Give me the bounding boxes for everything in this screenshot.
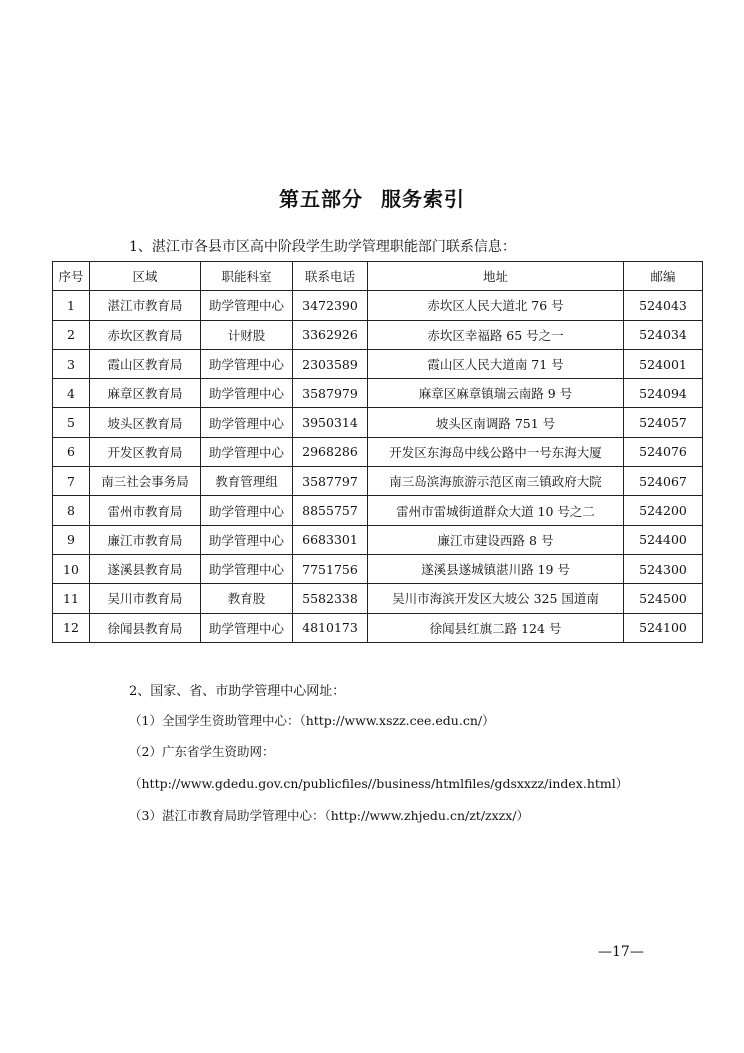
cell-region: 雷州市教育局 xyxy=(90,496,201,525)
link-guangdong-label: （2）广东省学生资助网： xyxy=(129,744,275,759)
header-postcode: 邮编 xyxy=(624,262,703,291)
cell-address: 麻章区麻章镇瑞云南路 9 号 xyxy=(368,379,624,408)
cell-address: 遂溪县遂城镇湛川路 19 号 xyxy=(368,554,624,583)
section-1-heading: 1、湛江市各县市区高中阶段学生助学管理职能部门联系信息： xyxy=(129,239,516,255)
cell-index: 2 xyxy=(53,320,90,349)
cell-postcode: 524043 xyxy=(624,291,703,320)
cell-department: 助学管理中心 xyxy=(201,437,293,466)
cell-region: 坡头区教育局 xyxy=(90,408,201,437)
cell-department: 助学管理中心 xyxy=(201,408,293,437)
header-department: 职能科室 xyxy=(201,262,293,291)
cell-phone: 4810173 xyxy=(293,613,368,642)
table-header-row xyxy=(53,262,703,291)
cell-phone: 6683301 xyxy=(293,525,368,554)
cell-index: 3 xyxy=(53,349,90,378)
cell-department: 助学管理中心 xyxy=(201,613,293,642)
cell-region: 麻章区教育局 xyxy=(90,379,201,408)
cell-phone: 8855757 xyxy=(293,496,368,525)
cell-postcode: 524057 xyxy=(624,408,703,437)
cell-region: 赤坎区教育局 xyxy=(90,320,201,349)
cell-postcode: 524067 xyxy=(624,467,703,496)
cell-region: 开发区教育局 xyxy=(90,437,201,466)
table-row xyxy=(53,584,703,613)
table-row xyxy=(53,291,703,320)
cell-region: 湛江市教育局 xyxy=(90,291,201,320)
cell-index: 4 xyxy=(53,379,90,408)
cell-phone: 7751756 xyxy=(293,554,368,583)
title-part-2: 服务索引 xyxy=(381,187,465,211)
cell-address: 赤坎区幸福路 65 号之一 xyxy=(368,320,624,349)
cell-region: 吴川市教育局 xyxy=(90,584,201,613)
header-phone: 联系电话 xyxy=(293,262,368,291)
cell-postcode: 524200 xyxy=(624,496,703,525)
table-row xyxy=(53,408,703,437)
cell-index: 7 xyxy=(53,467,90,496)
cell-index: 8 xyxy=(53,496,90,525)
cell-region: 南三社会事务局 xyxy=(90,467,201,496)
header-address: 地址 xyxy=(368,262,624,291)
title-part-1: 第五部分 xyxy=(279,187,363,211)
cell-index: 9 xyxy=(53,525,90,554)
cell-department: 助学管理中心 xyxy=(201,496,293,525)
cell-postcode: 524094 xyxy=(624,379,703,408)
cell-address: 坡头区南调路 751 号 xyxy=(368,408,624,437)
cell-address: 南三岛滨海旅游示范区南三镇政府大院 xyxy=(368,467,624,496)
cell-index: 6 xyxy=(53,437,90,466)
cell-address: 霞山区人民大道南 71 号 xyxy=(368,349,624,378)
cell-index: 10 xyxy=(53,554,90,583)
cell-phone: 3587979 xyxy=(293,379,368,408)
cell-postcode: 524500 xyxy=(624,584,703,613)
cell-phone: 2303589 xyxy=(293,349,368,378)
link-national[interactable]: （1）全国学生资助管理中心：（http://www.xszz.cee.edu.cn/） xyxy=(129,713,495,728)
header-index: 序号 xyxy=(53,262,90,291)
cell-region: 廉江市教育局 xyxy=(90,525,201,554)
cell-department: 教育管理组 xyxy=(201,467,293,496)
cell-postcode: 524001 xyxy=(624,349,703,378)
page-title xyxy=(0,183,744,212)
cell-phone: 3362926 xyxy=(293,320,368,349)
cell-phone: 3587797 xyxy=(293,467,368,496)
cell-department: 教育股 xyxy=(201,584,293,613)
table-row xyxy=(53,496,703,525)
cell-index: 11 xyxy=(53,584,90,613)
cell-postcode: 524100 xyxy=(624,613,703,642)
cell-region: 霞山区教育局 xyxy=(90,349,201,378)
cell-department: 助学管理中心 xyxy=(201,554,293,583)
table-row xyxy=(53,437,703,466)
cell-department: 助学管理中心 xyxy=(201,349,293,378)
table-row xyxy=(53,525,703,554)
cell-phone: 5582338 xyxy=(293,584,368,613)
header-region: 区域 xyxy=(90,262,201,291)
table-row xyxy=(53,613,703,642)
cell-phone: 3950314 xyxy=(293,408,368,437)
table-row xyxy=(53,349,703,378)
cell-address: 吴川市海滨开发区大坡公 325 国道南 xyxy=(368,584,624,613)
cell-department: 助学管理中心 xyxy=(201,525,293,554)
cell-index: 12 xyxy=(53,613,90,642)
page-number: —17— xyxy=(598,944,644,960)
cell-postcode: 524076 xyxy=(624,437,703,466)
table-row xyxy=(53,554,703,583)
cell-department: 助学管理中心 xyxy=(201,291,293,320)
cell-region: 遂溪县教育局 xyxy=(90,554,201,583)
section-2-heading: 2、国家、省、市助学管理中心网址： xyxy=(129,684,346,699)
cell-phone: 3472390 xyxy=(293,291,368,320)
cell-postcode: 524034 xyxy=(624,320,703,349)
cell-department: 助学管理中心 xyxy=(201,379,293,408)
link-guangdong-url[interactable]: （http://www.gdedu.gov.cn/publicfiles//business/htmlfiles/gdsxxzz/index.html） xyxy=(129,776,629,791)
cell-postcode: 524300 xyxy=(624,554,703,583)
cell-address: 雷州市雷城街道群众大道 10 号之二 xyxy=(368,496,624,525)
cell-phone: 2968286 xyxy=(293,437,368,466)
cell-department: 计财股 xyxy=(201,320,293,349)
cell-region: 徐闻县教育局 xyxy=(90,613,201,642)
cell-index: 5 xyxy=(53,408,90,437)
table-row xyxy=(53,379,703,408)
link-zhanjiang[interactable]: （3）湛江市教育局助学管理中心：（http://www.zhjedu.cn/zt/zxzx/） xyxy=(129,808,530,823)
cell-index: 1 xyxy=(53,291,90,320)
cell-postcode: 524400 xyxy=(624,525,703,554)
cell-address: 徐闻县红旗二路 124 号 xyxy=(368,613,624,642)
cell-address: 开发区东海岛中线公路中一号东海大厦 xyxy=(368,437,624,466)
table-row xyxy=(53,467,703,496)
table-row xyxy=(53,320,703,349)
cell-address: 赤坎区人民大道北 76 号 xyxy=(368,291,624,320)
contact-table xyxy=(52,261,703,643)
cell-address: 廉江市建设西路 8 号 xyxy=(368,525,624,554)
